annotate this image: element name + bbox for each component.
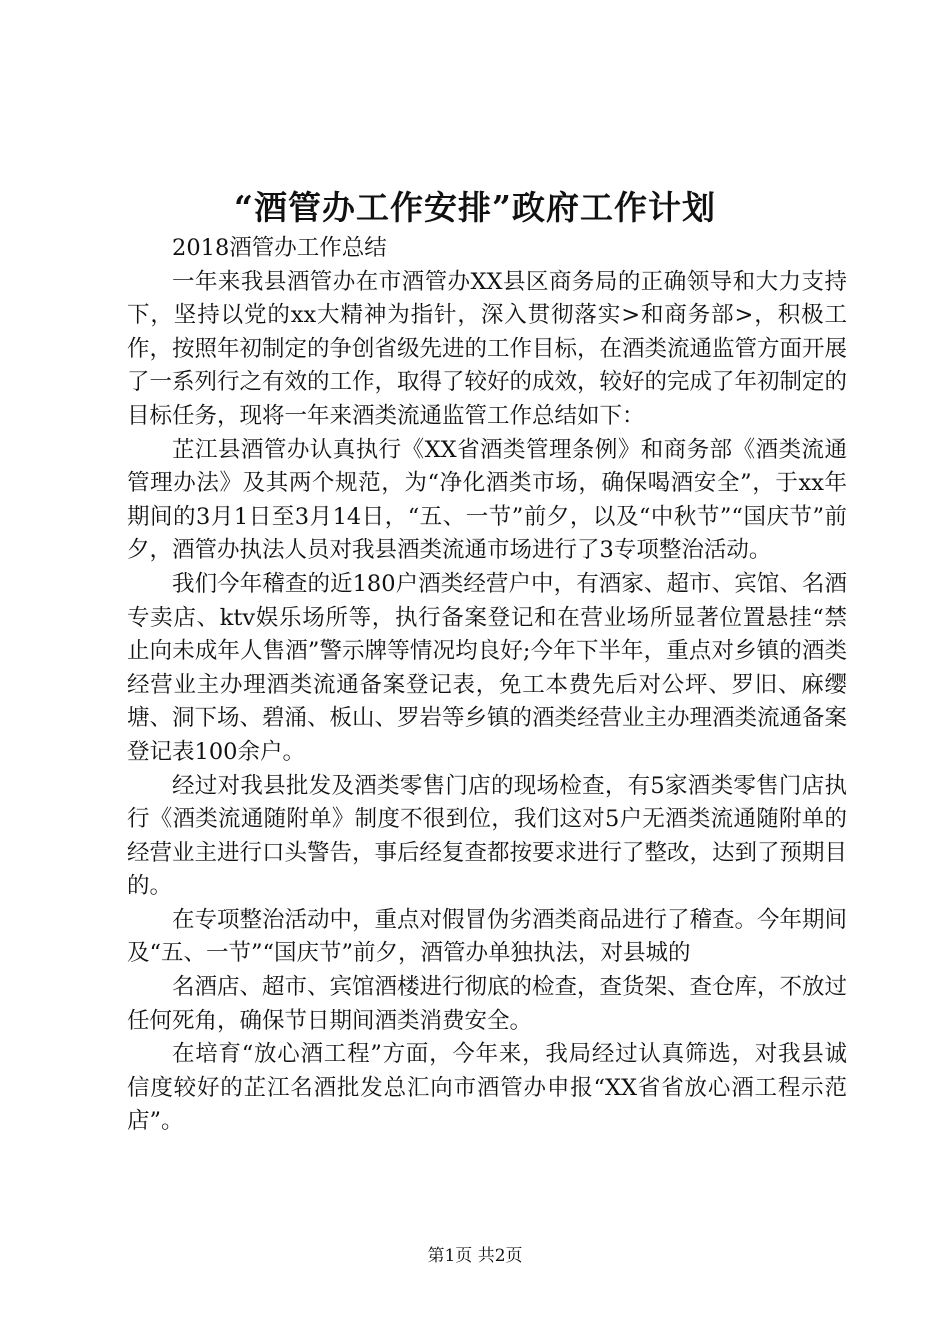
paragraph-retail-check: 经过对我县批发及酒类零售门店的现场检查，有5家酒类零售门店执行《酒类流通随附单》制度不很到位，我们这对5户无酒类流通随附单的经营业主进行口头警告，事后经复查都按要求进行了整改，达到了预期目的。 <box>127 772 848 900</box>
page-footer: 第1页 共2页 <box>427 1246 523 1266</box>
paragraph-special-campaign: 在专项整治活动中，重点对假冒伪劣酒类商品进行了稽查。今年期间及“五、一节”“国庆节”前夕，酒管办单独执法，对县城的 <box>127 906 848 967</box>
paragraph-subtitle: 2018酒管办工作总结 <box>172 235 387 261</box>
paragraph-regulation: 芷江县酒管办认真执行《XX省酒类管理条例》和商务部《酒类流通管理办法》及其两个规范，为“净化酒类市场，确保喝酒安全”，于xx年期间的3月1日至3月14日，“五、一节”前夕，以及“中秋节”“国庆节”前夕，酒管办执法人员对我县酒类流通市场进行了3专项整治活动。 <box>127 436 847 564</box>
paragraph-inspection: 我们今年稽查的近180户酒类经营户中，有酒家、超市、宾馆、名酒专卖店、ktv娱乐场所等，执行备案登记和在营业场所显著位置悬挂“禁止向未成年人售酒”警示牌等情况均良好;今年下半年，重点对乡镇的酒类经营业主办理酒类流通备案登记表，免工本费先后对公坪、罗旧、麻缨塘、洞下场、碧涌、板山、罗岩等乡镇的酒类经营业主办理酒类流通备案登记表100余户。 <box>127 570 848 765</box>
paragraph-intro: 一年来我县酒管办在市酒管办XX县区商务局的正确领导和大力支持下，坚持以党的xx大精神为指针，深入贯彻落实>和商务部>，积极工作，按照年初制定的争创省级先进的工作目标，在酒类流通监管方面开展了一系列行之有效的工作，取得了较好的成效，较好的完成了年初制定的目标任务，现将一年来酒类流通监管工作总结如下： <box>127 268 848 429</box>
paragraph-campaign-continued: 名酒店、超市、宾馆酒楼进行彻底的检查，查货架、查仓库，不放过任何死角，确保节日期间酒类消费安全。 <box>127 974 848 1034</box>
paragraph-trusted-liquor: 在培育“放心酒工程”方面，今年来，我局经过认真筛选，对我县诚信度较好的芷江名酒批发总汇向市酒管办申报“XX省省放心酒工程示范店”。 <box>127 1041 847 1135</box>
document-title: “酒管办工作安排”政府工作计划 <box>234 188 716 227</box>
document-body <box>127 232 847 1139</box>
